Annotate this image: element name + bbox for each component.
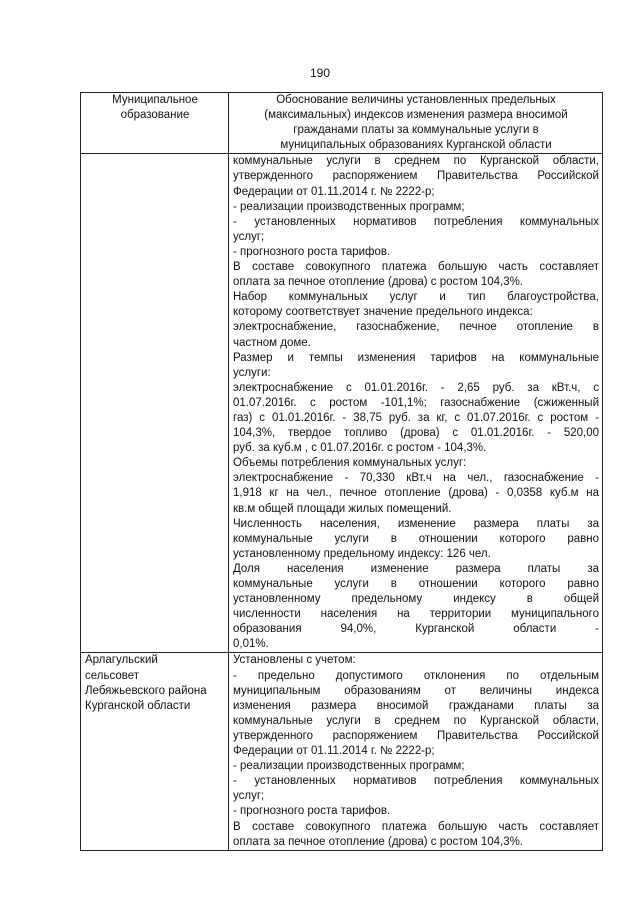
text-line: установленному предельному индексу: 126 чел. xyxy=(233,547,491,560)
header-line: муниципальных образованиях Курганской области xyxy=(280,139,552,152)
text-line: частном доме. xyxy=(233,336,311,349)
text-line: численности населения на территории муниципального xyxy=(233,608,599,621)
text-line: Доля населения изменение размера платы за xyxy=(233,562,599,575)
text-line: Набор коммунальных услуг и тип благоустройства, xyxy=(233,291,599,304)
text-line: - установленных нормативов потребления коммунальных xyxy=(233,215,599,228)
text-line: которому соответствует значение предельного индекса: xyxy=(233,306,533,319)
tariff-index-table xyxy=(80,92,603,851)
text-line: коммунальные услуги в отношении которого равно xyxy=(233,532,599,545)
text-line: Федерации от 01.11.2014 г. № 2222-р; xyxy=(233,745,435,758)
table-header-row xyxy=(81,93,603,154)
table-row xyxy=(81,154,603,653)
text-line: В составе совокупного платежа большую часть составляет xyxy=(233,820,599,833)
text-line: В составе совокупного платежа большую часть составляет xyxy=(233,261,599,274)
text-line: 0,01%. xyxy=(233,638,269,651)
text-line: коммунальные услуги в среднем по Курганской области, xyxy=(233,155,599,168)
text-line: - реализации производственных программ; xyxy=(233,760,465,773)
header-municipality xyxy=(81,93,229,154)
header-line: образование xyxy=(120,109,190,122)
header-line: гражданами платы за коммунальные услуги в xyxy=(293,124,539,137)
text-line: утвержденного распоряжением Правительства Российской xyxy=(233,729,599,742)
text-line: кв.м общей площади жилых помещений. xyxy=(233,502,452,515)
header-justification xyxy=(229,93,603,154)
text-line: руб. за куб.м , с 01.07.2016г. с ростом - 104,3%. xyxy=(233,442,487,455)
header-line: Муниципальное xyxy=(112,94,198,106)
municipality-cell xyxy=(81,653,229,850)
text-line: электроснабжение - 70,330 кВт.ч на чел., газоснабжение - xyxy=(233,472,599,485)
text-line: установленному предельному индексу в общей xyxy=(233,593,599,606)
text-line: Федерации от 01.11.2014 г. № 2222-р; xyxy=(233,185,435,198)
text-line: Размер и темпы изменения тарифов на коммунальные xyxy=(233,351,599,364)
municipality-cell xyxy=(81,154,229,653)
text-line: 1,918 кг на чел., печное отопление (дрова) - 0,0358 куб.м на xyxy=(233,487,599,500)
text-line: - реализации производственных программ; xyxy=(233,200,465,213)
text-line: - установленных нормативов потребления коммунальных xyxy=(233,775,599,788)
header-line: (максимальных) индексов изменения размера вносимой xyxy=(264,109,568,122)
justification-cell xyxy=(229,154,603,653)
text-line: изменения размера вносимой гражданами платы за xyxy=(233,699,599,712)
text-line: электроснабжение, газоснабжение, печное отопление в xyxy=(233,321,599,334)
text-line: - предельно допустимого отклонения по отдельным xyxy=(233,669,599,682)
text-line: услуг; xyxy=(233,790,265,803)
text-line: - прогнозного роста тарифов. xyxy=(233,245,391,258)
text-line: муниципальным образованиям от величины индекса xyxy=(233,684,599,697)
text-line: Объемы потребления коммунальных услуг: xyxy=(233,457,467,470)
text-line: коммунальные услуги в среднем по Курганской области, xyxy=(233,714,599,727)
text-line: Численность населения, изменение размера платы за xyxy=(233,517,599,530)
header-line: Обоснование величины установленных предельных xyxy=(276,94,556,106)
justification-cell xyxy=(229,653,603,850)
text-line: электроснабжение с 01.01.2016г. - 2,65 руб. за кВт.ч, с xyxy=(233,381,599,394)
text-line: оплата за печное отопление (дрова) с ростом 104,3%. xyxy=(233,276,524,289)
text-line: образования 94,0%, Курганской области - xyxy=(233,623,599,636)
text-line: 104,3%, твердое топливо (дрова) с 01.01.2016г. - 520,00 xyxy=(233,427,599,440)
text-line: - прогнозного роста тарифов. xyxy=(233,805,391,818)
municipality-line: Арлагульский xyxy=(85,654,158,667)
municipality-line: сельсовет xyxy=(85,669,140,682)
text-line: услуг; xyxy=(233,230,265,243)
municipality-line: Курганской области xyxy=(85,699,191,712)
text-line: 01.07.2016г. с ростом -101,1%; газоснабжение (сжиженный xyxy=(233,396,599,409)
municipality-line: Лебяжьевского района xyxy=(85,684,207,697)
text-line: коммунальные услуги в отношении которого равно xyxy=(233,578,599,590)
text-line: газ) с 01.01.2016г. - 38,75 руб. за кг, с 01.07.2016г. с ростом - xyxy=(233,411,599,424)
text-line: оплата за печное отопление (дрова) с ростом 104,3%. xyxy=(233,835,524,848)
table-row xyxy=(81,653,603,850)
text-line: услуги: xyxy=(233,366,271,379)
text-line: Установлены с учетом: xyxy=(233,654,356,667)
page-number: 190 xyxy=(309,66,331,80)
text-line: утвержденного распоряжением Правительства Российской xyxy=(233,170,599,183)
